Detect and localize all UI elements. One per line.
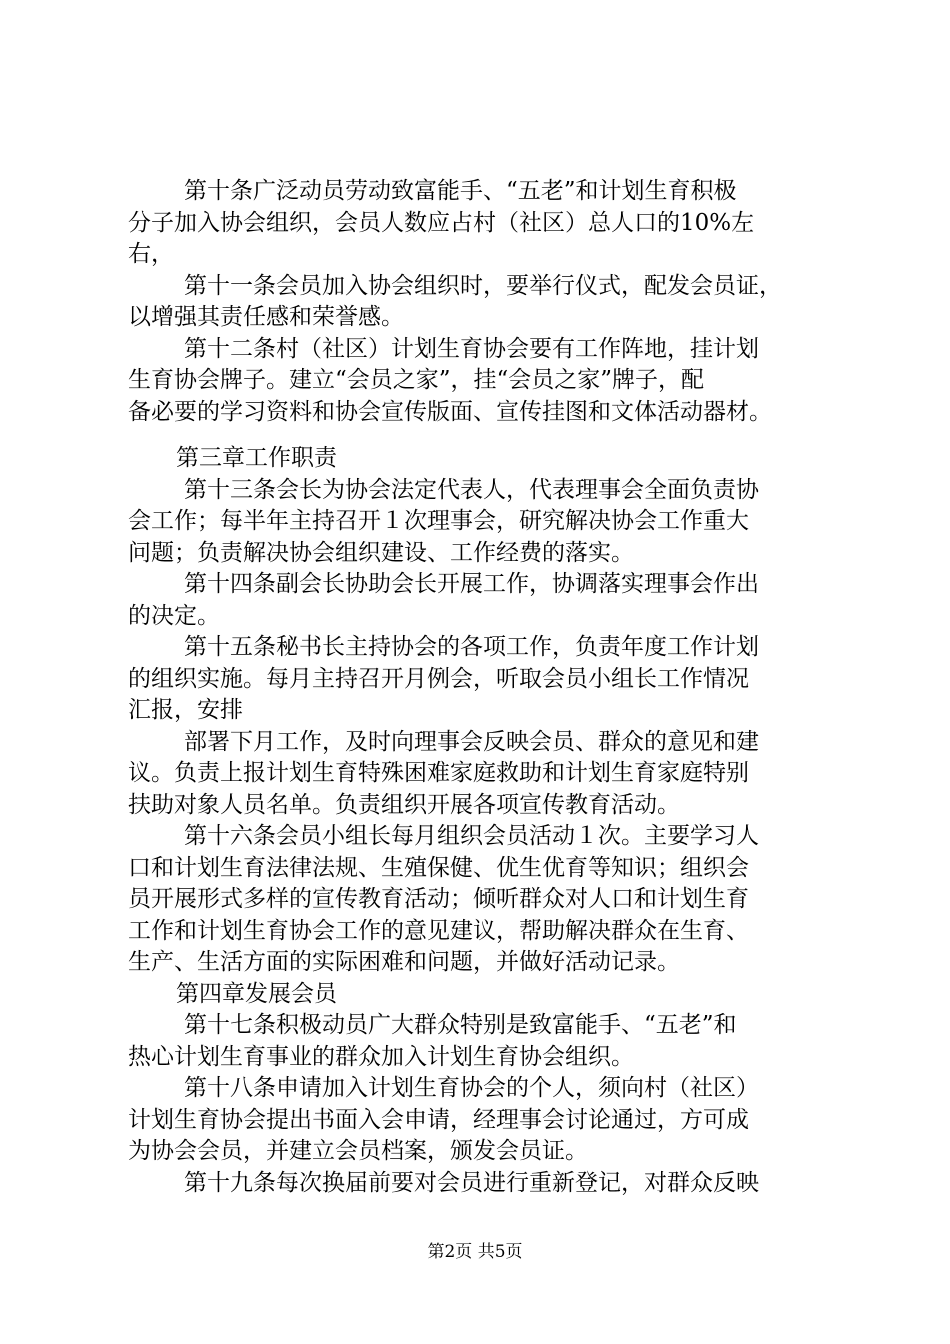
text-line: 热心计划生育事业的群众加入计划生育协会组织。	[128, 1043, 634, 1070]
article-13	[128, 475, 828, 570]
text-line: 第十五条秘书长主持协会的各项工作，负责年度工作计划	[184, 634, 759, 660]
text-line: 备必要的学习资料和协会宣传版面、宣传挂图和文体活动器材。	[128, 398, 772, 425]
text-line: 生育协会牌子。建立“会员之家”，挂“会员之家”牌子，配	[128, 367, 705, 393]
document-body	[128, 176, 828, 1199]
text-line: 第十八条申请加入计划生育协会的个人，须向村（社区）	[184, 1075, 759, 1101]
text-line: 第十九条每次换届前要对会员进行重新登记，对群众反映	[184, 1169, 759, 1196]
text-line: 第十四条副会长协助会长开展工作，协调落实理事会作出	[184, 571, 759, 597]
text-line: 部署下月工作，及时向理事会反映会员、群众的意见和建	[184, 728, 759, 755]
chapter-title: 第三章工作职责	[176, 445, 337, 471]
text-line: 第十六条会员小组长每月组织会员活动１次。主要学习人	[184, 823, 759, 849]
text-line: 工作和计划生育协会工作的意见建议，帮助解决群众在生育、	[128, 917, 749, 944]
text-line: 右，	[128, 241, 174, 267]
text-line: 为协会会员，并建立会员档案，颁发会员证。	[128, 1138, 588, 1164]
page-footer	[0, 1241, 950, 1263]
article-15-continued	[128, 727, 828, 822]
text-line: 的决定。	[128, 602, 220, 629]
text-line: 会工作；每半年主持召开１次理事会，研究解决协会工作重大	[128, 508, 749, 534]
article-16	[128, 821, 828, 979]
article-14	[128, 569, 828, 632]
article-10	[128, 176, 828, 271]
article-18	[128, 1073, 828, 1168]
text-line: 问题；负责解决协会组织建设、工作经费的落实。	[128, 539, 634, 566]
article-12	[128, 334, 828, 429]
chapter-heading-3	[128, 443, 828, 475]
text-line: 第十七条积极动员广大群众特别是致富能手、“五老”和	[184, 1012, 737, 1038]
text-line: 生产、生活方面的实际困难和问题，并做好活动记录。	[128, 949, 680, 975]
text-line: 计划生育协会提出书面入会申请，经理事会讨论通过，方可成	[128, 1106, 749, 1133]
text-line: 的组织实施。每月主持召开月例会，听取会员小组长工作情况	[128, 665, 749, 692]
text-line: 第十条广泛动员劳动致富能手、“五老”和计划生育积极	[184, 178, 737, 204]
text-line: 员开展形式多样的宣传教育活动；倾听群众对人口和计划生育	[128, 886, 749, 912]
text-line: 分子加入协会组织，会员人数应占村（社区）总人口的10%左	[128, 209, 755, 236]
text-line: 汇报，安排	[128, 697, 243, 723]
article-11	[128, 271, 828, 334]
text-line: 议。负责上报计划生育特殊困难家庭救助和计划生育家庭特别	[128, 760, 749, 786]
text-line: 第十一条会员加入协会组织时，要举行仪式，配发会员证，	[184, 272, 782, 299]
text-line: 扶助对象人员名单。负责组织开展各项宣传教育活动。	[128, 791, 680, 818]
article-17	[128, 1010, 828, 1073]
text-line: 第十二条村（社区）计划生育协会要有工作阵地，挂计划	[184, 335, 759, 362]
text-line: 以增强其责任感和荣誉感。	[128, 304, 404, 330]
chapter-title: 第四章发展会员	[176, 980, 337, 1007]
article-15	[128, 632, 828, 727]
chapter-heading-4	[128, 979, 828, 1011]
text-line: 第十三条会长为协会法定代表人，代表理事会全面负责协	[184, 476, 759, 503]
text-line: 口和计划生育法律法规、生殖保健、优生优育等知识；组织会	[128, 854, 749, 881]
page-indicator: 第2页 共5页	[427, 1242, 523, 1262]
article-19	[128, 1168, 828, 1200]
